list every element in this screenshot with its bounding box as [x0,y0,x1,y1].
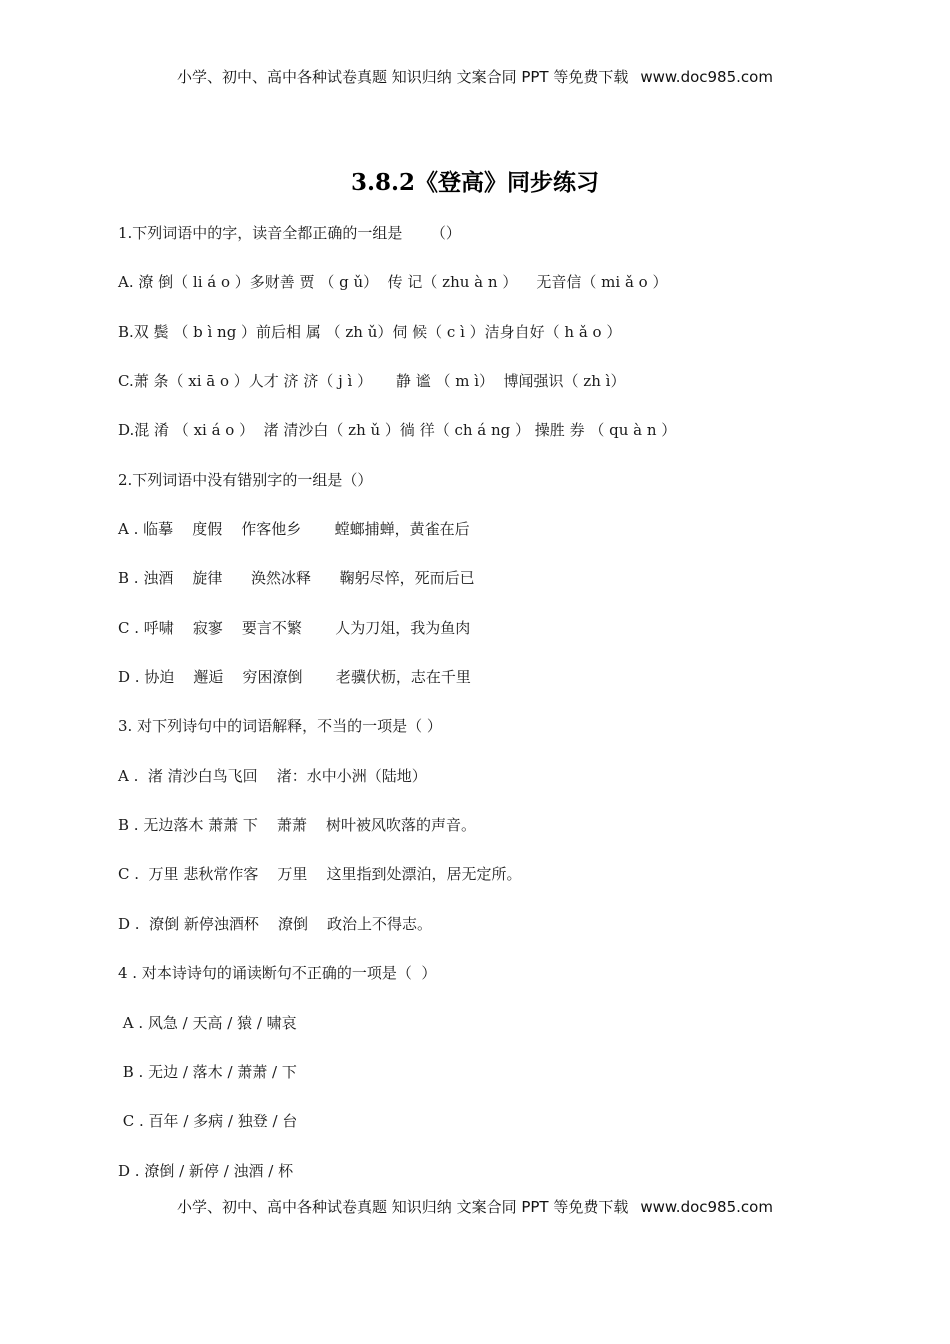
question-2-option-a: A . 临摹 度假 作客他乡 螳螂捕蝉，黄雀在后 [118,520,470,539]
question-4-option-c: C . 百年 / 多病 / 独登 / 台 [118,1112,298,1131]
question-2-stem: 2.下列词语中没有错别字的一组是（） [118,470,373,489]
question-3-option-b: B . 无边落木 萧萧 下 萧萧 树叶被风吹落的声音。 [118,816,477,835]
question-2-option-d: D . 协迫 邂逅 穷困潦倒 老骥伏枥，志在千里 [118,668,471,687]
footer-banner-text: 小学、初中、高中各种试卷真题 知识归纳 文案合同 PPT 等免费下载 [177,1198,629,1216]
question-1-stem: 1.下列词语中的字，读音全都正确的一组是 （） [118,224,461,242]
footer-banner-url[interactable]: www.doc985.com [640,1198,773,1216]
question-4-stem: 4 . 对本诗诗句的诵读断句不正确的一项是（ ） [118,964,437,983]
question-4-option-a: A . 风急 / 天高 / 猿 / 啸哀 [118,1013,297,1032]
header-banner-url[interactable]: www.doc985.com [640,68,773,86]
question-3-option-a: A . 渚 清沙白鸟飞回 渚：水中小洲（陆地） [118,766,427,785]
question-4-option-b: B . 无边 / 落木 / 萧萧 / 下 [118,1062,297,1081]
question-2-option-c: C . 呼啸 寂寥 要言不繁 人为刀俎，我为鱼肉 [118,618,471,637]
question-1-option-d: D.混 淆 （ xi á o ） 渚 清沙白（ zh ǔ ）徜 徉（ ch á ng ） 操胜 券 （ qu à n ） [118,421,677,440]
footer-banner [0,1196,950,1217]
exercise-body [118,222,818,1209]
question-1-option-c: C.萧 条（ xi ā o ）人才 济 济（ j ì ） 静 谧 （ m ì） 博闻强识（ zh ì） [118,372,626,391]
question-4-option-d: D . 潦倒 / 新停 / 浊酒 / 杯 [118,1161,294,1180]
header-banner-text: 小学、初中、高中各种试卷真题 知识归纳 文案合同 PPT 等免费下载 [177,68,629,86]
question-3-option-d: D . 潦倒 新停浊酒杯 潦倒 政治上不得志。 [118,914,433,933]
question-2-option-b: B . 浊酒 旋律 涣然冰释 鞠躬尽悴，死而后已 [118,569,475,588]
header-banner [0,66,950,87]
question-3-stem: 3. 对下列诗句中的词语解释，不当的一项是（ ） [118,717,442,736]
question-3-option-c: C . 万里 悲秋常作客 万里 这里指到处漂泊，居无定所。 [118,865,522,884]
document-title: 3.8.2《登高》同步练习 [350,169,600,196]
question-1-option-b: B.双 鬓 （ b ì ng ）前后相 属 （ zh ǔ）伺 候（ c ì ）洁身自好（ h ǎ o ） [118,322,622,341]
question-1-option-a: A. 潦 倒（ li á o ）多财善 贾 （ g ǔ） 传 记（ zhu à n ） 无音信（ mi ǎ o ） [118,273,668,292]
